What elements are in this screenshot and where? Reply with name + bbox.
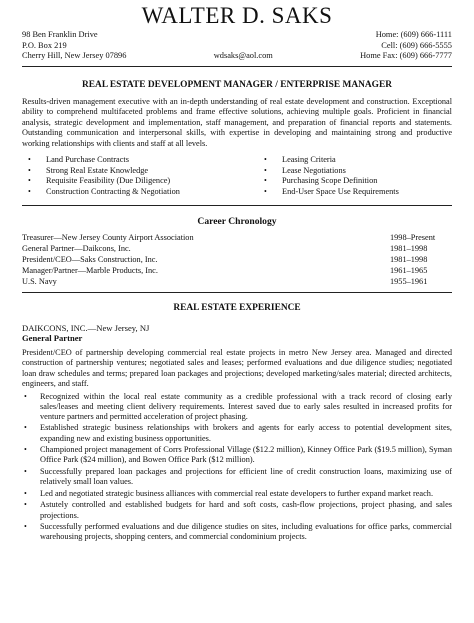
- contact-block: [22, 30, 452, 62]
- chronology-row: U.S. Navy 1955–1961: [22, 277, 428, 286]
- chronology-row: General Partner—Daikcons, Inc. 1981–1998: [22, 244, 428, 254]
- bullet-icon: •: [264, 176, 267, 186]
- company-name: DAIKCONS, INC.—New Jersey, NJ: [22, 322, 150, 333]
- achievement-item: • Championed project management of Corrs Professional Village ($12.2 million), Kinney Office Park ($19.5 million), Syman Office Park ($24 million), and Bowen Office Park ($12 million).: [24, 445, 452, 465]
- candidate-name: WALTER D. SAKS: [141, 3, 333, 28]
- skill-item: • Strong Real Estate Knowledge: [28, 165, 149, 175]
- bullet-icon: •: [24, 445, 27, 455]
- phone-line: Home Fax: (609) 666-7777: [360, 51, 452, 60]
- skill-item: • Purchasing Scope Definition: [264, 176, 378, 186]
- skill-item: • Land Purchase Contracts: [28, 155, 129, 164]
- experience-title: REAL ESTATE EXPERIENCE: [173, 302, 301, 313]
- achievement-item: • Recognized within the local real estate community as a credible professional with a track record of closing early sales/leases and meeting client delivery requirements. Interest saved due to early sales resulted in increased profits for venture partners and permitted acceleration of project phasing.: [24, 391, 452, 421]
- phone-line: Home: (609) 666-1111: [375, 30, 452, 39]
- address-block: [22, 30, 126, 62]
- bullet-icon: •: [28, 165, 31, 175]
- position-title: General Partner: [22, 333, 83, 344]
- chronology-table: [22, 233, 452, 288]
- chronology-row: Manager/Partner—Marble Products, Inc. 1961–1965: [22, 266, 428, 276]
- chronology-title: Career Chronology: [197, 216, 277, 228]
- bullet-icon: •: [264, 186, 267, 196]
- skills-column-left: [28, 155, 264, 197]
- bullet-icon: •: [24, 466, 27, 476]
- bullet-icon: •: [264, 165, 267, 175]
- achievement-item: • Successfully performed evaluations and due diligence studies on sites, including evaluations for office parks, commercial warehousing projects, shopping centers, and commercial condominium projects.: [24, 522, 452, 542]
- bullet-icon: •: [24, 423, 27, 433]
- email-block: [214, 30, 273, 62]
- bullet-icon: •: [28, 155, 31, 164]
- address-line: Cherry Hill, New Jersey 07896: [22, 51, 127, 60]
- bullet-icon: •: [24, 391, 27, 401]
- section-divider: [22, 205, 452, 206]
- bullet-icon: •: [24, 522, 27, 532]
- bullet-icon: •: [24, 500, 27, 510]
- achievement-item: • Established strategic business relationships with brokers and agents for early access to potential development sites, expanding new and existing business opportunities.: [24, 423, 452, 443]
- header-divider: [22, 66, 452, 67]
- achievement-list: [22, 392, 452, 543]
- bullet-icon: •: [24, 488, 27, 498]
- skill-item: • Leasing Criteria: [264, 155, 336, 164]
- skills-list: [22, 155, 452, 197]
- phone-line: Cell: (609) 666-5555: [381, 40, 452, 50]
- chronology-row: President/CEO—Saks Construction, Inc. 1981–1998: [22, 255, 428, 265]
- section-divider: [22, 292, 452, 293]
- bullet-icon: •: [28, 176, 31, 186]
- summary-paragraph: Results-driven management executive with an in-depth understanding of real estate development and construction. Exceptional ability to comprehend multifaceted problems and frame effective solutions, achieving multiple goals. Proficient in financial analysis, strategic development and implementation, staff management, and preparation of financial reports and statements. Outstanding communication and interpersonal skills, with expertise in developing and maintaining strong and productive working relationships with clients and staff at all levels.: [22, 96, 452, 148]
- bullet-icon: •: [264, 155, 267, 164]
- achievement-item: • Astutely controlled and established budgets for hard and soft costs, cash-flow projections, project phasing, and sales projections.: [24, 500, 452, 520]
- skills-column-right: [264, 155, 399, 197]
- address-line: 98 Ben Franklin Drive: [22, 30, 98, 39]
- objective-title: REAL ESTATE DEVELOPMENT MANAGER / ENTERPRISE MANAGER: [82, 79, 392, 90]
- skill-item: • End-User Space Use Requirements: [264, 186, 399, 196]
- achievement-item: • Successfully prepared loan packages and projections for efficient line of credit construction loans, maximizing use of relatively small loan values.: [24, 466, 452, 487]
- bullet-icon: •: [28, 186, 31, 196]
- achievement-item: • Led and negotiated strategic business alliances with commercial real estate developers to further expand market reach.: [24, 488, 434, 498]
- address-line: P.O. Box 219: [22, 40, 67, 50]
- skill-item: • Requisite Feasibility (Due Diligence): [28, 176, 171, 186]
- chronology-row: Treasurer—New Jersey County Airport Association 1998–Present: [22, 233, 436, 243]
- phone-block: [360, 30, 452, 62]
- email-address[interactable]: wdsaks@aol.com: [213, 51, 273, 60]
- skill-item: • Construction Contracting & Negotiation: [28, 186, 180, 196]
- position-description: President/CEO of partnership developing commercial real estate projects in metro New Jersey area. Managed and directed construction of partnership ventures; negotiated sales and leases; performed evaluations and due diligence studies; negotiated loan draw schedules and terms; prepared loan packages and projections; developed marketing/sales material; directed architects, engineers, and staff.: [22, 347, 452, 389]
- skill-item: • Lease Negotiations: [264, 165, 346, 175]
- resume-page: [0, 4, 474, 623]
